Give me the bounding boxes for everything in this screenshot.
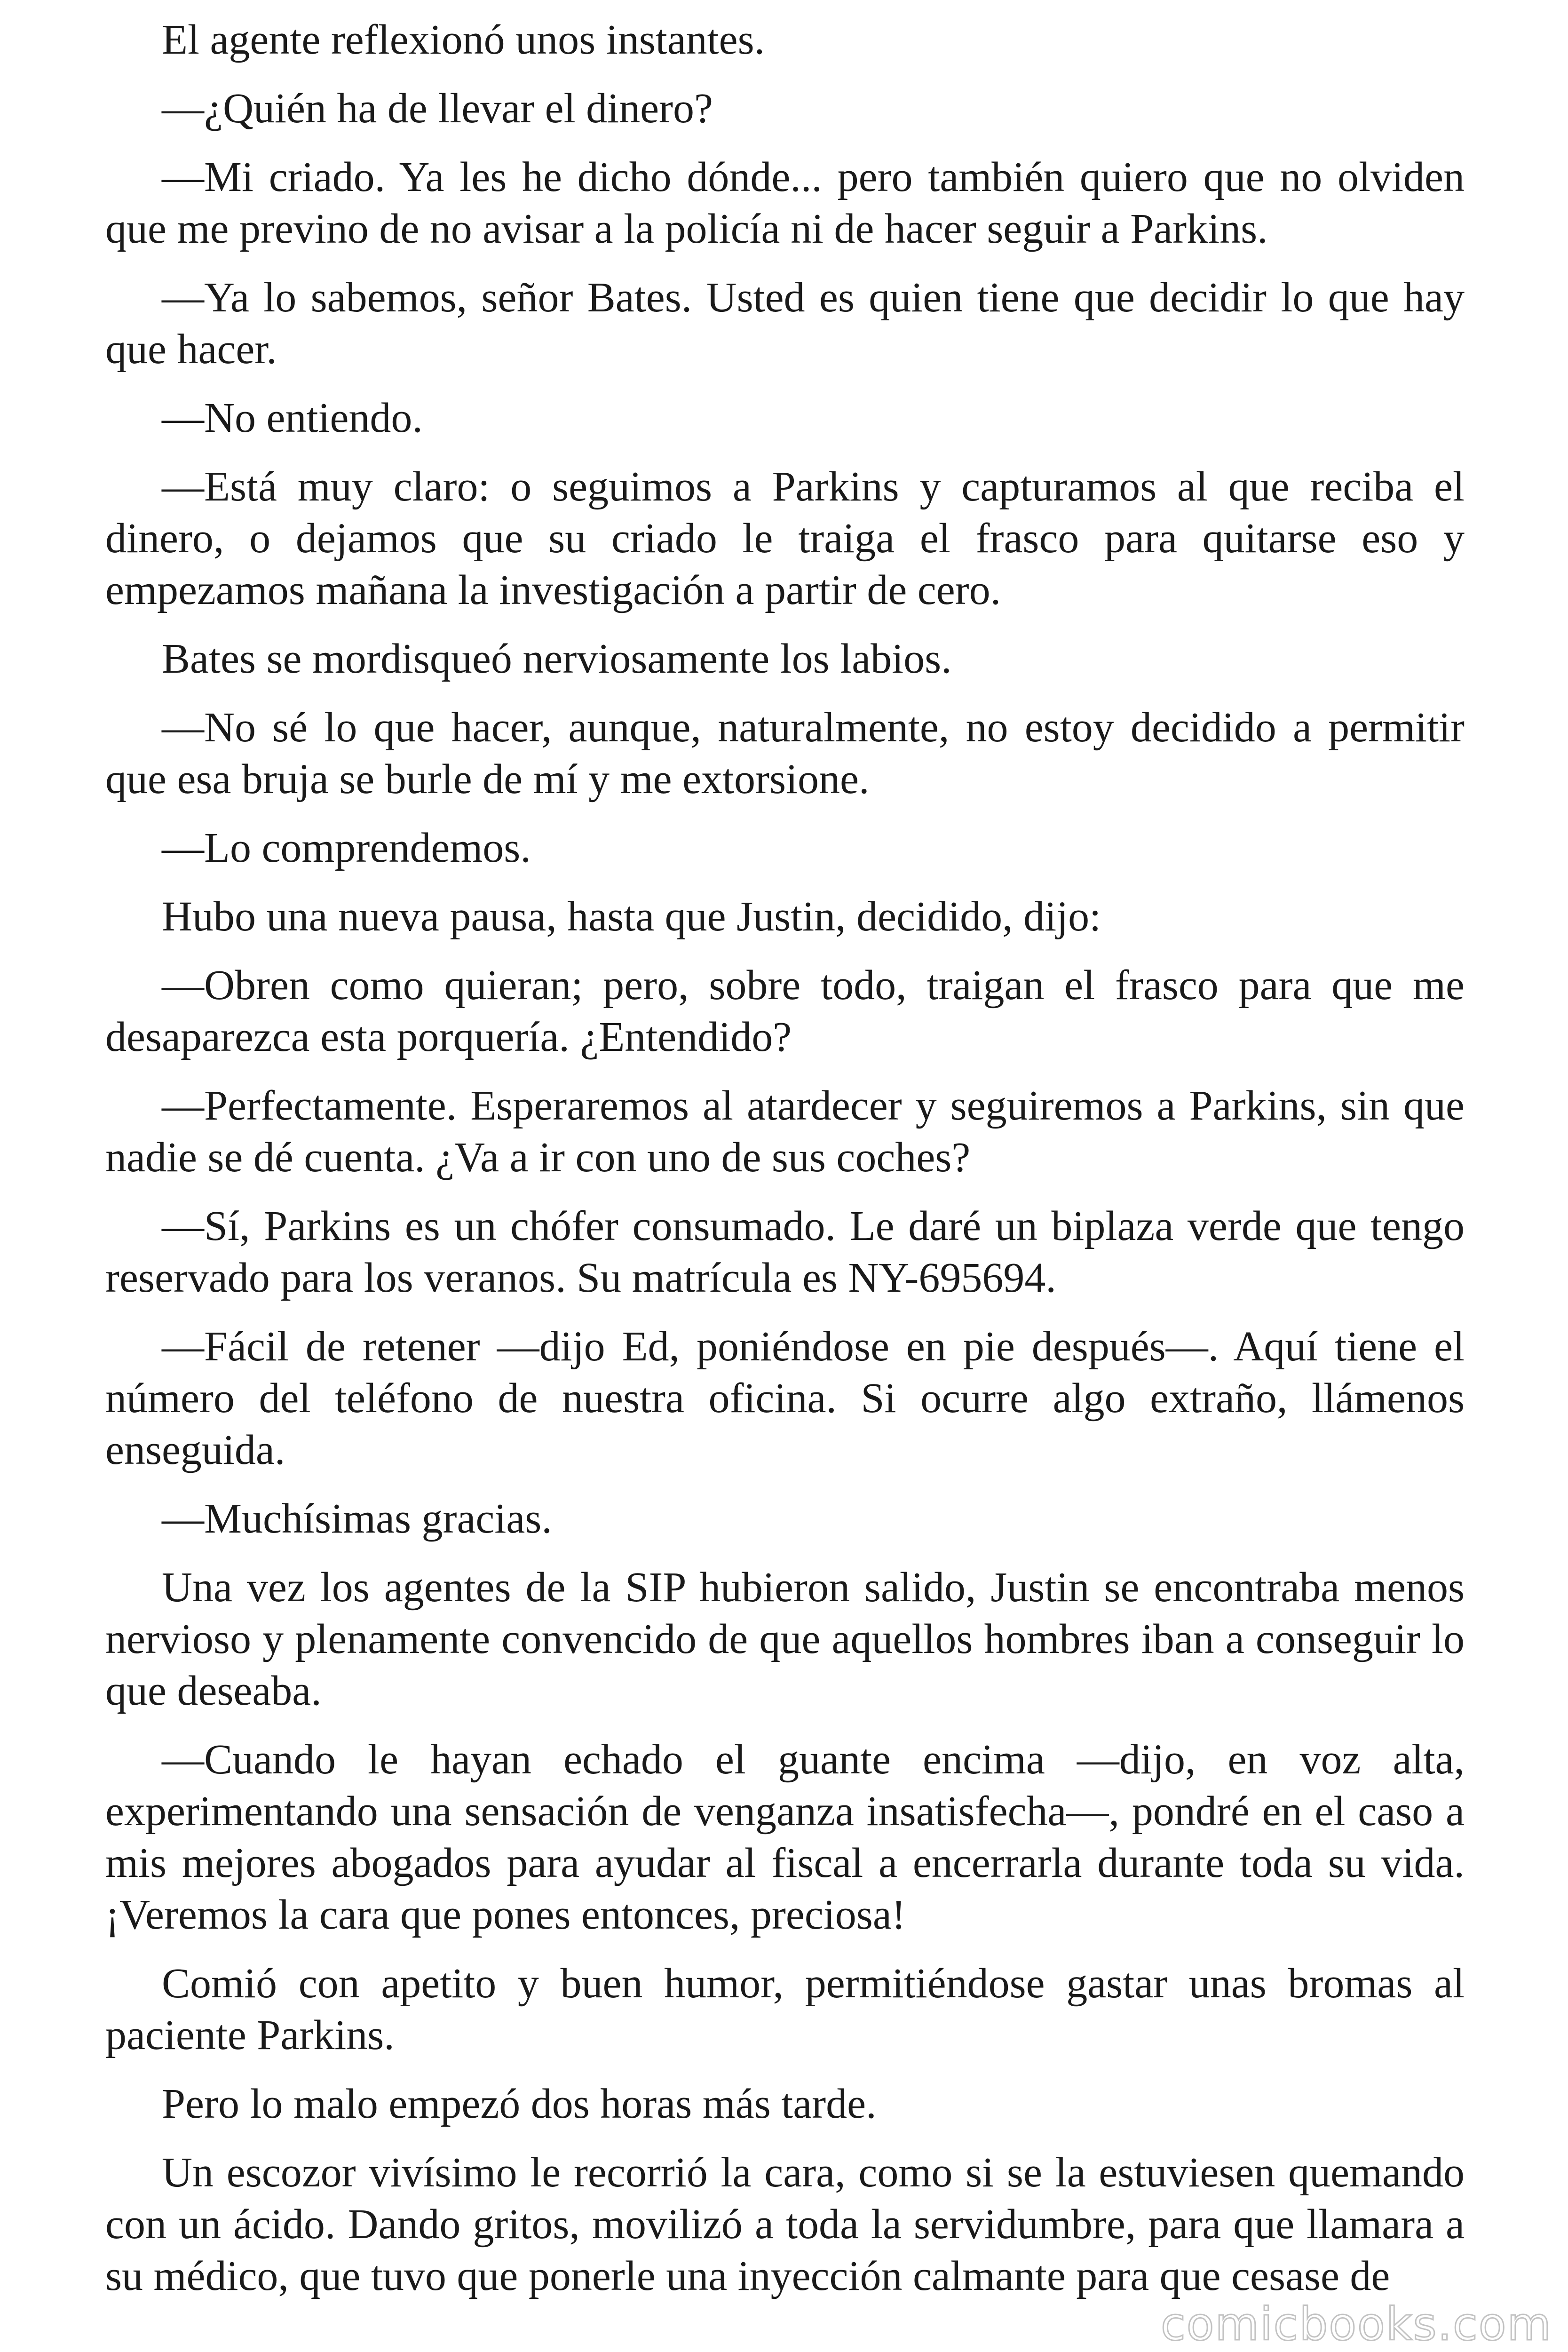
paragraph: —No entiendo. xyxy=(162,395,423,441)
paragraph: Bates se mordisqueó nerviosamente los labios. xyxy=(162,636,952,682)
paragraph: Una vez los agentes de la SIP hubieron salido, Justin se encontraba menos nervioso y plenamente convencido de que aquellos hombres iban a conseguir lo que deseaba. xyxy=(105,1564,1465,1714)
book-page-text xyxy=(105,14,1465,2302)
watermark: comicbooks.com xyxy=(1160,2298,1552,2351)
paragraph: —Muchísimas gracias. xyxy=(162,1495,552,1542)
paragraph: —Está muy claro: o seguimos a Parkins y capturamos al que reciba el dinero, o dejamos que su criado le traiga el frasco para quitarse eso y empezamos mañana la investigación a partir de cero. xyxy=(105,463,1465,613)
paragraph: —Lo comprendemos. xyxy=(162,825,531,871)
paragraph: —No sé lo que hacer, aunque, naturalmente, no estoy decidido a permitir que esa bruja se burle de mí y me extorsione. xyxy=(105,704,1465,803)
paragraph: El agente reflexionó unos instantes. xyxy=(162,16,765,63)
paragraph: —Sí, Parkins es un chófer consumado. Le daré un biplaza verde que tengo reservado para los veranos. Su matrícula es NY-695694. xyxy=(105,1203,1465,1301)
paragraph: —¿Quién ha de llevar el dinero? xyxy=(162,85,713,132)
paragraph: Un escozor vivísimo le recorrió la cara, como si se la estuviesen quemando con un ácido. Dando gritos, movilizó a toda la servidumbre, para que llamara a su médico, que tuvo que ponerle una inyección calmante para que cesase de xyxy=(105,2149,1465,2299)
paragraph: —Mi criado. Ya les he dicho dónde... pero también quiero que no olviden que me previno de no avisar a la policía ni de hacer seguir a Parkins. xyxy=(105,154,1465,252)
paragraph: —Obren como quieran; pero, sobre todo, traigan el frasco para que me desaparezca esta porquería. ¿Entendido? xyxy=(105,962,1465,1060)
paragraph: Hubo una nueva pausa, hasta que Justin, decidido, dijo: xyxy=(162,893,1101,940)
paragraph: —Cuando le hayan echado el guante encima —dijo, en voz alta, experimentando una sensación de venganza insatisfecha—, pondré en el caso a mis mejores abogados para ayudar al fiscal a encerrarla durante toda su vida. ¡Veremos la cara que pones entonces, preciosa! xyxy=(105,1736,1465,1938)
paragraph: Pero lo malo empezó dos horas más tarde. xyxy=(162,2081,877,2127)
paragraph: —Fácil de retener —dijo Ed, poniéndose en pie después—. Aquí tiene el número del teléfono de nuestra oficina. Si ocurre algo extraño, llámenos enseguida. xyxy=(105,1323,1465,1473)
paragraph: —Perfectamente. Esperaremos al atardecer y seguiremos a Parkins, sin que nadie se dé cuenta. ¿Va a ir con uno de sus coches? xyxy=(105,1082,1465,1181)
paragraph: Comió con apetito y buen humor, permitiéndose gastar unas bromas al paciente Parkins. xyxy=(105,1960,1465,2058)
paragraph: —Ya lo sabemos, señor Bates. Usted es quien tiene que decidir lo que hay que hacer. xyxy=(105,274,1465,373)
